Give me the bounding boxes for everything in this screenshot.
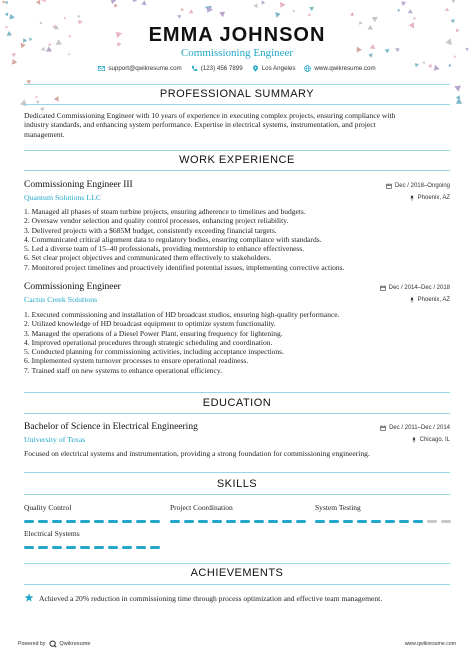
list-item-text: Utilized knowledge of HD broadcast equipment to optimize system functionality.	[31, 319, 276, 329]
section-divider	[24, 170, 450, 171]
email-text: support@qwikresume.com	[108, 65, 182, 72]
confetti-piece	[205, 6, 212, 13]
degree-title: Bachelor of Science in Electrical Engineering	[24, 422, 198, 432]
skill-segment	[52, 546, 62, 549]
education-location-text: Chicago, IL	[419, 437, 450, 443]
list-item-text: Led a diverse team of 15–40 professionals, providing mentorship to enhance effectiveness.	[31, 244, 305, 254]
confetti-piece	[5, 1, 9, 4]
list-item-text: Improved operational procedures through strategic scheduling and coordination.	[31, 337, 273, 347]
job-bullets	[24, 207, 454, 272]
calendar-icon	[380, 285, 386, 291]
list-item-text: Delivered projects with a $685M budget, consistently exceeding financial targets.	[31, 225, 277, 235]
calendar-icon	[386, 183, 392, 189]
achievement-text: Achieved a 20% reduction in commissioning time through process optimization and effective team management.	[39, 593, 383, 603]
list-item	[24, 253, 454, 262]
summary-line: management.	[24, 129, 65, 139]
skill-segment	[122, 546, 132, 549]
list-number: 3.	[24, 225, 30, 235]
confetti-piece	[401, 1, 406, 6]
job-title: Commissioning Engineer III	[24, 180, 133, 190]
mail-icon	[98, 65, 105, 72]
confetti-piece	[189, 9, 194, 13]
skill-segment	[108, 520, 118, 523]
footer	[18, 640, 456, 648]
summary-line: industry standards, and enhancing system performance. Expertise in electrical systems, instrumentation, and project	[24, 120, 376, 130]
candidate-name: EMMA JOHNSON	[148, 24, 326, 46]
list-number: 6.	[24, 356, 30, 366]
section-divider	[24, 84, 450, 85]
list-item	[24, 263, 454, 272]
confetti-piece	[114, 3, 118, 7]
confetti-piece	[36, 0, 40, 5]
confetti-piece	[2, 1, 5, 4]
list-number: 3.	[24, 328, 30, 338]
skill-segment	[357, 520, 367, 523]
confetti-piece	[451, 0, 455, 3]
school-name: University of Texas	[24, 435, 86, 444]
list-number: 2.	[24, 319, 30, 329]
brand-link[interactable]	[49, 640, 90, 648]
confetti-piece	[261, 1, 265, 5]
confetti-piece	[77, 15, 80, 18]
pushpin-icon	[409, 297, 415, 303]
skill-segment	[38, 546, 48, 549]
star-ribbon-icon	[24, 593, 34, 603]
skill-segment	[150, 546, 160, 549]
skill-segment	[212, 520, 222, 523]
list-item	[24, 347, 454, 356]
job-location-text: Phoenix, AZ	[417, 297, 450, 303]
skill-segment	[329, 520, 339, 523]
globe-icon	[304, 65, 311, 72]
confetti-piece	[41, 0, 46, 2]
skill-segment	[268, 520, 278, 523]
summary-heading: PROFESSIONAL SUMMARY	[159, 88, 315, 100]
section-divider	[24, 584, 450, 585]
skill-segment	[371, 520, 381, 523]
location-text: Los Angeles	[261, 65, 296, 72]
job-dates-text: Dec / 2014–Dec / 2018	[388, 285, 450, 291]
confetti-piece	[64, 17, 66, 20]
skill-segment	[385, 520, 395, 523]
contact-website[interactable]	[304, 65, 375, 72]
list-item-text: Oversaw vendor selection and quality control processes, enhancing project reliability.	[31, 216, 289, 226]
achievement-item	[24, 593, 382, 603]
confetti-piece	[181, 8, 184, 11]
list-item-text: Executed commissioning and installation of HD broadcast studios, ensuring high-quality performance.	[31, 310, 340, 319]
company-name: Quantum Solutions LLC	[24, 193, 102, 202]
skill-name: Project Coordination	[170, 503, 233, 512]
contact-email[interactable]	[98, 65, 181, 72]
section-divider	[24, 563, 450, 564]
confetti-piece	[219, 12, 225, 18]
list-item	[24, 235, 454, 244]
skill-segment	[296, 520, 306, 523]
company-name: Cactus Creek Solutions	[24, 295, 98, 304]
education-heading: EDUCATION	[202, 397, 272, 409]
skill-segment	[108, 546, 118, 549]
confetti-piece	[413, 17, 415, 20]
skill-segment	[413, 520, 423, 523]
list-number: 5.	[24, 244, 30, 254]
section-divider	[24, 150, 450, 151]
skill-level-bar	[170, 520, 306, 523]
list-item-text: Set clear project objectives and communicated them effectively to stakeholders.	[31, 253, 271, 263]
achievements-heading: ACHIEVEMENTS	[190, 567, 284, 579]
skill-segment	[343, 520, 353, 523]
list-item-text: Implemented system turnover processes to ensure operational readiness.	[31, 356, 249, 366]
confetti-piece	[132, 0, 137, 2]
confetti-piece	[350, 12, 354, 16]
skill-segment	[136, 520, 146, 523]
skill-level-bar	[315, 520, 451, 523]
skill-segment	[38, 520, 48, 523]
confetti-piece	[398, 9, 401, 12]
section-divider	[24, 104, 450, 105]
skill-segment	[441, 520, 451, 523]
brand-name: Qwikresume	[59, 641, 91, 647]
list-number: 1.	[24, 207, 30, 216]
phone-text: (123) 456 7899	[200, 65, 243, 72]
calendar-icon	[380, 425, 386, 431]
list-item-text: Managed all phases of steam turbine projects, ensuring adherence to timelines and budgets.	[31, 207, 306, 216]
list-item	[24, 226, 454, 235]
qwikresume-logo-icon	[49, 640, 57, 648]
skill-segment	[282, 520, 292, 523]
confetti-piece	[110, 0, 117, 4]
job-dates	[386, 183, 450, 189]
confetti-piece	[308, 13, 312, 17]
skill-segment	[399, 520, 409, 523]
pushpin-icon	[411, 437, 417, 443]
skill-segment	[184, 520, 194, 523]
skill-segment	[240, 520, 250, 523]
list-item	[24, 356, 454, 365]
website-text: www.qwikresume.com	[314, 65, 376, 72]
skill-segment	[66, 546, 76, 549]
footer-left	[18, 640, 91, 648]
education-description: Focused on electrical systems and instrumentation, providing a strong foundation for commissioning engineering.	[24, 449, 370, 458]
confetti-piece	[372, 17, 378, 23]
section-divider	[24, 392, 450, 393]
job-location-text: Phoenix, AZ	[417, 195, 450, 201]
education-dates-text: Dec / 2011–Dec / 2014	[389, 425, 450, 431]
contact-location	[252, 65, 296, 72]
list-number: 7.	[24, 262, 30, 272]
list-item	[24, 244, 454, 253]
list-number: 4.	[24, 337, 30, 347]
skill-level-bar	[24, 520, 160, 523]
phone-icon	[191, 65, 198, 72]
confetti-piece	[275, 12, 281, 18]
job-dates-text: Dec / 2018–Ongoing	[394, 183, 450, 189]
confetti-piece	[445, 7, 449, 11]
list-item	[24, 216, 454, 225]
skill-segment	[80, 546, 90, 549]
skill-segment	[150, 520, 160, 523]
skill-segment	[24, 520, 34, 523]
skill-segment	[52, 520, 62, 523]
confetti-piece	[141, 0, 146, 5]
skill-segment	[80, 520, 90, 523]
list-item	[24, 366, 454, 375]
list-item	[24, 338, 454, 347]
contact-bar	[0, 65, 474, 72]
list-item	[24, 319, 454, 328]
list-item-text: Conducted planning for commissioning activities, including acceptance inspections.	[31, 347, 284, 357]
skill-level-bar	[24, 546, 160, 549]
education-location	[411, 437, 450, 443]
confetti-decoration	[0, 0, 474, 120]
pushpin-icon	[409, 195, 415, 201]
list-item-text: Trained staff on new systems to enhance operational efficiency.	[31, 365, 222, 375]
list-item	[24, 329, 454, 338]
list-number: 5.	[24, 347, 30, 357]
list-number: 6.	[24, 253, 30, 263]
skill-segment	[170, 520, 180, 523]
job-location	[409, 297, 450, 303]
job-title: Commissioning Engineer	[24, 282, 121, 292]
confetti-piece	[177, 15, 181, 19]
confetti-piece	[207, 6, 213, 13]
skill-name: Quality Control	[24, 503, 72, 512]
list-item-text: Communicated critical alignment data to regulatory bodies, ensuring compliance with standards.	[31, 234, 322, 244]
contact-phone[interactable]	[191, 65, 243, 72]
confetti-piece	[5, 12, 9, 16]
job-location	[409, 195, 450, 201]
section-divider	[24, 413, 450, 414]
confetti-piece	[9, 14, 15, 20]
confetti-piece	[451, 19, 455, 23]
job-bullets	[24, 310, 454, 375]
skill-segment	[94, 520, 104, 523]
skill-segment	[136, 546, 146, 549]
list-item-text: Managed the operations of a Diesel Power Plant, ensuring frequency for lightening.	[31, 328, 283, 338]
summary-line: Dedicated Commissioning Engineer with 10 years of experience in executing complex projects, ensuring compliance with	[24, 111, 396, 120]
skill-segment	[254, 520, 264, 523]
confetti-piece	[12, 59, 17, 65]
list-item-text: Monitored project timelines and proactively identified potential issues, implementing corrective actions.	[31, 262, 345, 272]
skill-name: Electrical Systems	[24, 529, 80, 538]
skill-segment	[122, 520, 132, 523]
confetti-piece	[422, 61, 425, 64]
skills-heading: SKILLS	[216, 478, 258, 490]
summary-text	[24, 111, 450, 139]
skill-segment	[198, 520, 208, 523]
confetti-piece	[408, 9, 413, 13]
section-divider	[24, 494, 450, 495]
list-item	[24, 207, 454, 216]
section-divider	[24, 472, 450, 473]
skill-segment	[94, 546, 104, 549]
confetti-piece	[20, 99, 27, 106]
job-dates	[380, 285, 450, 291]
skill-segment	[66, 520, 76, 523]
list-number: 7.	[24, 365, 30, 375]
list-number: 1.	[24, 310, 30, 319]
skill-name: System Testing	[315, 503, 361, 512]
education-dates	[380, 425, 450, 431]
list-item	[24, 310, 454, 319]
skill-segment	[226, 520, 236, 523]
confetti-piece	[309, 7, 314, 11]
footer-site-link[interactable]: www.qwikresume.com	[404, 641, 456, 647]
list-number: 2.	[24, 216, 30, 226]
location-pin-icon	[252, 65, 259, 72]
confetti-piece	[280, 2, 286, 8]
skill-segment	[24, 546, 34, 549]
list-number: 4.	[24, 234, 30, 244]
candidate-title: Commissioning Engineer	[180, 47, 294, 59]
skill-segment	[315, 520, 325, 523]
experience-heading: WORK EXPERIENCE	[179, 154, 295, 166]
confetti-piece	[253, 3, 257, 8]
skill-segment	[427, 520, 437, 523]
powered-by-text: Powered by	[18, 641, 46, 647]
confetti-piece	[293, 10, 296, 13]
